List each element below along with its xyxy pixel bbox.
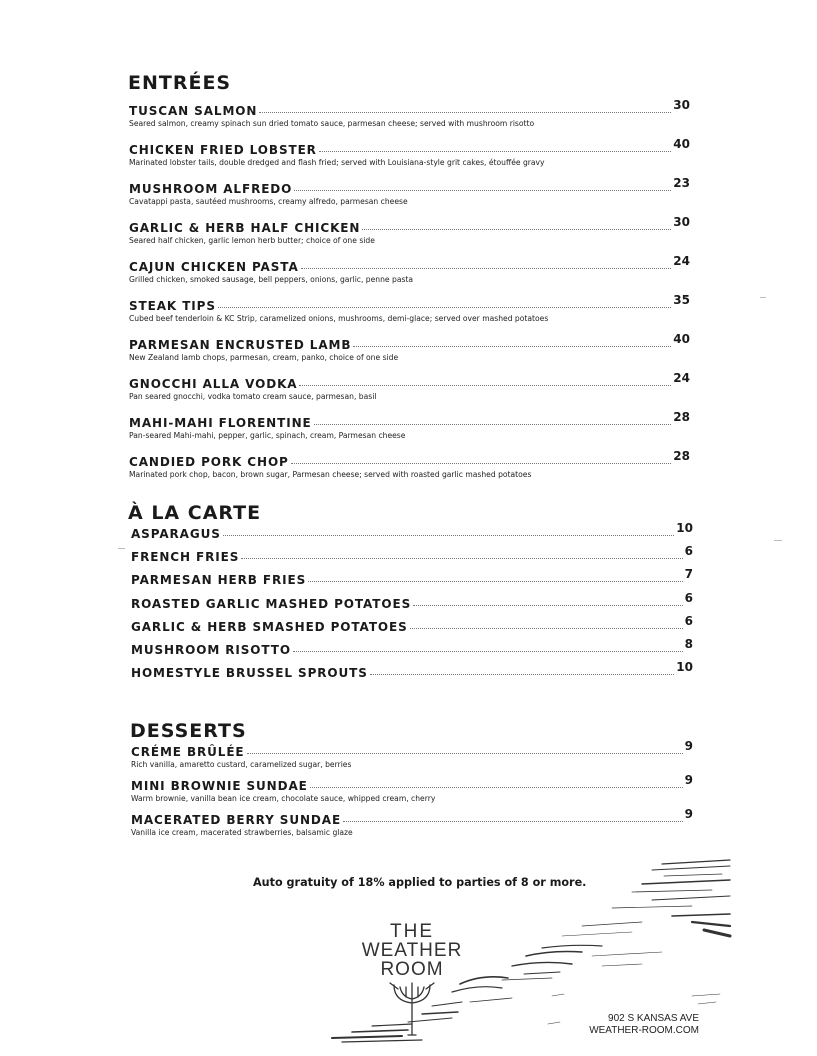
- dot-leader: [241, 558, 682, 559]
- item-price: 40: [673, 137, 690, 151]
- section-title-desserts: DESSERTS: [130, 720, 247, 742]
- menu-item: [129, 176, 690, 221]
- logo-line-weather: WEATHER: [361, 940, 463, 961]
- item-price: 7: [684, 567, 693, 582]
- dot-leader: [413, 605, 683, 606]
- item-price: 9: [684, 773, 693, 787]
- item-price: 24: [673, 371, 690, 385]
- item-name: CAJUN CHICKEN PASTA: [129, 260, 299, 274]
- item-name: CRÉME BRÛLÉE: [131, 745, 245, 759]
- item-price: 24: [673, 254, 690, 268]
- dot-leader: [218, 307, 671, 308]
- dot-leader: [294, 190, 671, 191]
- item-name: MAHI-MAHI FLORENTINE: [129, 416, 312, 430]
- dot-leader: [343, 821, 683, 822]
- item-price: 6: [684, 613, 693, 628]
- item-name: PARMESAN HERB FRIES: [131, 573, 307, 588]
- item-description: Cubed beef tenderloin & KC Strip, caramelized onions, mushrooms, demi-glace; served over mashed potatoes: [129, 314, 549, 323]
- item-price: 10: [676, 521, 693, 535]
- item-name: CANDIED PORK CHOP: [129, 455, 289, 469]
- dot-leader: [291, 463, 672, 464]
- item-name: GARLIC & HERB HALF CHICKEN: [129, 221, 361, 235]
- dot-leader: [301, 268, 672, 269]
- item-name: HOMESTYLE BRUSSEL SPROUTS: [131, 666, 368, 681]
- item-name: PARMESAN ENCRUSTED LAMB: [129, 338, 352, 352]
- item-price: 35: [673, 293, 690, 307]
- menu-item: [129, 371, 690, 416]
- item-price: 30: [673, 215, 690, 229]
- item-name: CHICKEN FRIED LOBSTER: [129, 143, 317, 157]
- dot-leader: [319, 151, 671, 152]
- menu-item: [131, 590, 693, 620]
- menu-item: [129, 449, 690, 494]
- dot-leader: [370, 674, 675, 675]
- item-price: 6: [684, 544, 693, 559]
- item-price: 23: [673, 176, 690, 190]
- item-price: 30: [673, 98, 690, 112]
- menu-item: [129, 332, 690, 377]
- dot-leader: [353, 346, 671, 347]
- item-name: ASPARAGUS: [131, 527, 221, 541]
- item-description: Vanilla ice cream, macerated strawberries, balsamic glaze: [131, 828, 353, 837]
- scan-mark: [760, 297, 766, 298]
- item-price: 40: [673, 332, 690, 346]
- item-price: 9: [684, 807, 693, 821]
- dot-leader: [223, 535, 675, 536]
- item-price: 9: [684, 739, 693, 753]
- menu-item: [129, 98, 690, 143]
- menu-item: [129, 215, 690, 260]
- item-name: MUSHROOM RISOTTO: [131, 642, 291, 657]
- menu-item: [131, 739, 693, 779]
- item-name: FRENCH FRIES: [131, 550, 240, 565]
- dot-leader: [293, 651, 683, 652]
- menu-item: [129, 293, 690, 338]
- dot-leader: [259, 112, 671, 113]
- dot-leader: [314, 424, 672, 425]
- item-price: 28: [673, 410, 690, 424]
- gratuity-note: Auto gratuity of 18% applied to parties of 8 or more.: [253, 876, 587, 889]
- item-name: MUSHROOM ALFREDO: [129, 182, 293, 196]
- address-block: [589, 1013, 699, 1037]
- menu-item: [129, 254, 690, 299]
- logo-line-the: THE: [390, 921, 434, 942]
- item-description: Pan-seared Mahi-mahi, pepper, garlic, spinach, cream, Parmesan cheese: [129, 431, 406, 440]
- desserts-list: [131, 739, 693, 847]
- item-name: ROASTED GARLIC MASHED POTATOES: [131, 596, 412, 611]
- dot-leader: [308, 581, 682, 582]
- dot-leader: [362, 229, 671, 230]
- menu-item: [131, 567, 693, 596]
- item-description: Cavatappi pasta, sautéed mushrooms, creamy alfredo, parmesan cheese: [129, 197, 408, 206]
- dot-leader: [310, 787, 683, 788]
- item-description: Grilled chicken, smoked sausage, bell peppers, onions, garlic, penne pasta: [129, 275, 414, 284]
- logo-line-room: ROOM: [380, 959, 444, 980]
- dot-leader: [299, 385, 671, 386]
- item-description: Seared salmon, creamy spinach sun dried tomato sauce, parmesan cheese; served with mushroom risotto: [129, 119, 535, 128]
- menu-item: [131, 613, 693, 643]
- item-price: 6: [684, 590, 693, 605]
- item-name: GARLIC & HERB SMASHED POTATOES: [131, 619, 408, 634]
- menu-item: [129, 410, 690, 455]
- section-title-a-la-carte: À LA CARTE: [128, 502, 262, 524]
- scan-mark: [118, 548, 125, 549]
- menu-item: [131, 636, 693, 666]
- menu-item: [131, 660, 693, 689]
- dot-leader: [247, 753, 683, 754]
- item-name: TUSCAN SALMON: [129, 104, 258, 118]
- item-price: 28: [673, 449, 690, 463]
- item-price: 8: [684, 636, 693, 651]
- menu-item: [131, 521, 693, 550]
- item-description: Marinated lobster tails, double dredged and flash fried; served with Louisiana-style grit cakes, étouffée gravy: [129, 158, 545, 167]
- item-description: Rich vanilla, amaretto custard, caramelized sugar, berries: [131, 760, 352, 769]
- section-title-entrees: ENTRÉES: [128, 72, 232, 94]
- item-description: Warm brownie, vanilla bean ice cream, chocolate sauce, whipped cream, cherry: [131, 794, 436, 803]
- address-line: 902 S KANSAS AVE: [608, 1013, 699, 1024]
- item-price: 10: [676, 660, 693, 675]
- scan-mark: [774, 540, 782, 541]
- menu-item: [131, 773, 693, 813]
- item-name: STEAK TIPS: [129, 299, 216, 313]
- website-link: WEATHER-ROOM.COM: [589, 1025, 699, 1036]
- item-name: MACERATED BERRY SUNDAE: [131, 813, 342, 827]
- entrees-list: [129, 98, 690, 494]
- item-description: Pan seared gnocchi, vodka tomato cream sauce, parmesan, basil: [129, 392, 377, 401]
- dot-leader: [410, 628, 683, 629]
- item-description: Marinated pork chop, bacon, brown sugar, Parmesan cheese; served with roasted garlic mashed potatoes: [129, 470, 532, 479]
- item-description: New Zealand lamb chops, parmesan, cream, panko, choice of one side: [129, 353, 399, 362]
- trident-icon: [382, 979, 442, 1039]
- menu-item: [131, 544, 693, 573]
- item-name: GNOCCHI ALLA VODKA: [129, 377, 298, 391]
- restaurant-logo: [356, 922, 468, 1039]
- menu-item: [131, 807, 693, 847]
- item-description: Seared half chicken, garlic lemon herb butter; choice of one side: [129, 236, 375, 245]
- a-la-carte-list: [131, 521, 693, 689]
- menu-item: [129, 137, 690, 182]
- item-name: MINI BROWNIE SUNDAE: [131, 779, 308, 793]
